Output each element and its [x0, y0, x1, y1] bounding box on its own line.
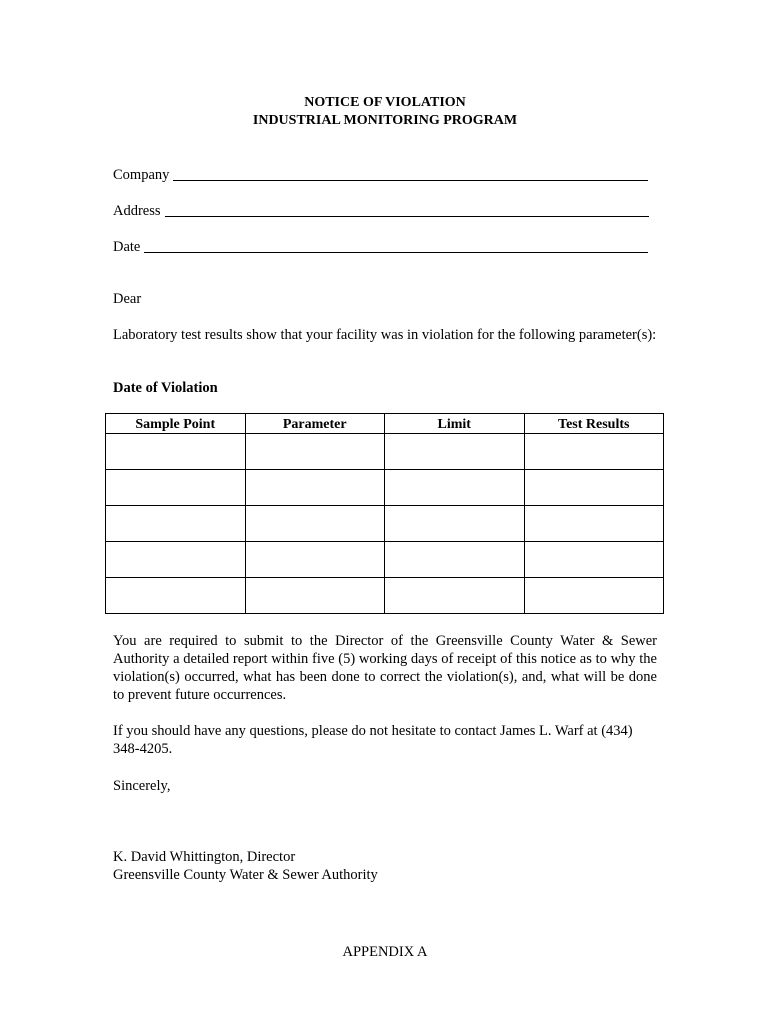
company-label: Company: [113, 167, 170, 183]
salutation: Dear: [113, 291, 142, 307]
table-row: [106, 470, 664, 506]
test-results-cell[interactable]: [524, 470, 664, 506]
parameter-cell[interactable]: [245, 578, 385, 614]
closing: Sincerely,: [113, 778, 171, 794]
intro-paragraph: Laboratory test results show that your facility was in violation for the following parameter(s):: [113, 327, 657, 343]
address-blank-line[interactable]: [165, 216, 649, 217]
sample-point-cell[interactable]: [106, 578, 246, 614]
parameter-cell[interactable]: [245, 470, 385, 506]
test-results-cell[interactable]: [524, 506, 664, 542]
header-test-results: Test Results: [524, 414, 664, 434]
sample-point-cell[interactable]: [106, 470, 246, 506]
test-results-cell[interactable]: [524, 578, 664, 614]
parameter-cell[interactable]: [245, 506, 385, 542]
program-title: INDUSTRIAL MONITORING PROGRAM: [252, 113, 518, 128]
limit-cell[interactable]: [385, 578, 525, 614]
requirement-paragraph: You are required to submit to the Director of the Greensville County Water & Sewer Authority a detailed report within five (5) working days of receipt of this notice as to why the violation(s) occurred, what has been done to correct the violation(s), and, what will be done to prevent future occurrences.: [113, 633, 657, 703]
sample-point-cell[interactable]: [106, 542, 246, 578]
signer-organization: Greensville County Water & Sewer Authority: [113, 867, 378, 883]
limit-cell[interactable]: [385, 470, 525, 506]
date-of-violation-label: Date of Violation: [113, 380, 218, 396]
signer-name: K. David Whittington, Director: [113, 849, 296, 865]
appendix-label: APPENDIX A: [342, 944, 428, 960]
test-results-cell[interactable]: [524, 542, 664, 578]
limit-cell[interactable]: [385, 434, 525, 470]
test-results-cell[interactable]: [524, 434, 664, 470]
parameter-cell[interactable]: [245, 434, 385, 470]
parameter-cell[interactable]: [245, 542, 385, 578]
table-row: [106, 542, 664, 578]
header-parameter: Parameter: [245, 414, 385, 434]
table-header-row: [106, 414, 664, 434]
table-row: [106, 578, 664, 614]
address-label: Address: [113, 203, 161, 219]
sample-point-cell[interactable]: [106, 434, 246, 470]
date-field: [113, 236, 648, 256]
notice-title: NOTICE OF VIOLATION: [304, 95, 466, 110]
table-row: [106, 434, 664, 470]
date-blank-line[interactable]: [144, 252, 648, 253]
address-field: [113, 200, 649, 220]
table-row: [106, 506, 664, 542]
company-field: [113, 164, 648, 184]
limit-cell[interactable]: [385, 542, 525, 578]
company-blank-line[interactable]: [173, 180, 648, 181]
date-label: Date: [113, 239, 141, 255]
sample-point-cell[interactable]: [106, 506, 246, 542]
questions-paragraph: If you should have any questions, please do not hesitate to contact James L. Warf at (434) 348-4205.: [113, 723, 633, 757]
header-sample-point: Sample Point: [106, 414, 246, 434]
violation-table: [105, 413, 664, 614]
limit-cell[interactable]: [385, 506, 525, 542]
header-limit: Limit: [385, 414, 525, 434]
